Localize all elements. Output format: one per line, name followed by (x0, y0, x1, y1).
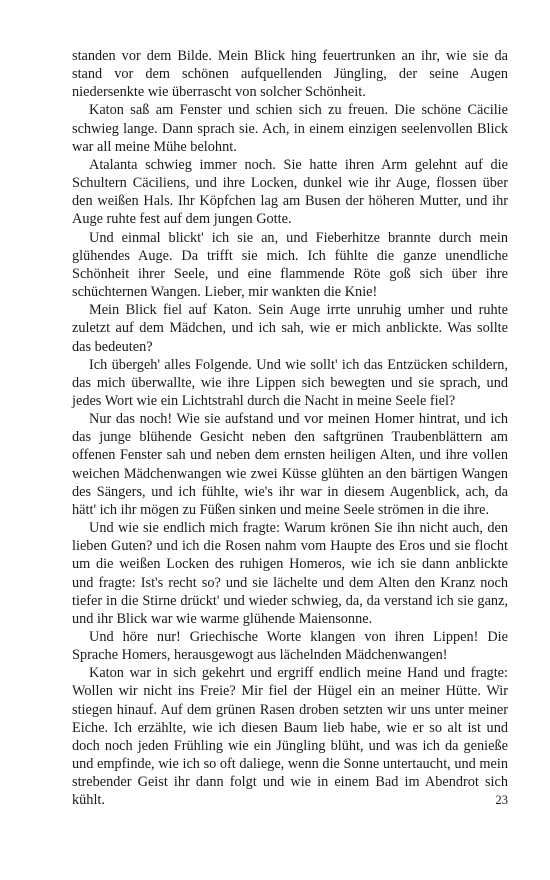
paragraph: Mein Blick fiel auf Katon. Sein Auge irrte unruhig umher und ruhte zuletzt auf dem Mädchen, und ich sah, wie er mich anblickte. Was sollte das bedeuten? (72, 302, 508, 355)
paragraph: Ich übergeh' alles Folgende. Und wie sollt' ich das Entzücken schildern, das mich überwallte, wie ihre Lippen sich bewegten und sie sprach, und jedes Wort wie ein Lichtstrahl durch die Nacht in meine Seele fiel? (72, 356, 508, 409)
paragraph: Nur das noch! Wie sie aufstand und vor meinen Homer hintrat, und ich das junge blühende Gesicht neben den saftgrünen Traubenblättern am offenen Fenster sah und neben dem ernsten heiligen Alten, und ihre vollen weichen Mädchenwangen wie zwei Küsse glühten an den bärtigen Wangen des Sängers, und ich fühlte, wie's ihr war in diesem Augenblick, ach, da hätt' ich ihr mögen zu Füßen sinken und meine Seele strömen in die ihre. (72, 411, 508, 518)
paragraph-continued: standen vor dem Bilde. Mein Blick hing feuertrunken an ihr, wie sie da stand vor dem schönen aufquellenden Jüngling, der seine Augen niedersenkte wie überrascht von solcher Schönheit. (72, 48, 508, 101)
paragraph: Katon war in sich gekehrt und ergriff endlich meine Hand und fragte: Wollen wir nicht ins Freie? Mir fiel der Hügel ein an meiner Hütte. Wir stiegen hinauf. Auf dem grünen Rasen droben setzten wir uns unter meiner Eiche. Ich erzählte, wie ich diesen Baum lieb habe, wie er so alt ist und doch noch jeden Frühling wie ein Jüngling blüht, und was ich da genieße und empfinde, wie ich so oft daliege, wenn die Sonne untertaucht, und mein strebender Geist ihr dann folgt und wie in einem Bad im Abendrot sich kühlt. (72, 665, 508, 809)
page-number: 23 (495, 793, 508, 807)
paragraph: Und höre nur! Griechische Worte klangen von ihren Lippen! Die Sprache Homers, herausgewogt aus lächelnden Mädchenwangen! (72, 629, 508, 664)
paragraph: Und wie sie endlich mich fragte: Warum krönen Sie ihn nicht auch, den lieben Guten? und ich die Rosen nahm vom Haupte des Eros und sie flocht um die weißen Locken des ruhigen Homeros, wie ich sie dann anblickte und fragte: Ist's recht so? und sie lächelte und dem Alten den Kranz noch tiefer in die Stirne drückt' und wieder schwieg, da, da verstand ich sie ganz, und ihr Blick war wie warme glühende Maiensonne. (72, 520, 508, 627)
page-body (72, 47, 508, 810)
paragraph: Und einmal blickt' ich sie an, und Fieberhitze brannte durch mein glühendes Auge. Da trifft sie mich. Ich fühlte die ganze unendliche Schönheit ihrer Seele, und eine flammende Röte goß sich über ihre schüchternen Wangen. Lieber, mir wankten die Knie! (72, 229, 508, 301)
paragraph: Atalanta schwieg immer noch. Sie hatte ihren Arm gelehnt auf die Schultern Cäciliens, und ihre Locken, dunkel wie ihr Auge, flossen über den weißen Hals. Ihr Köpfchen lag am Busen der höheren Mutter, und ihr Auge ruhte fest auf dem jungen Gotte. (72, 156, 508, 228)
paragraph: Katon saß am Fenster und schien sich zu freuen. Die schöne Cäcilie schwieg lange. Dann sprach sie. Ach, in einem einzigen seelenvollen Blick war all meine Mühe belohnt. (72, 102, 508, 155)
